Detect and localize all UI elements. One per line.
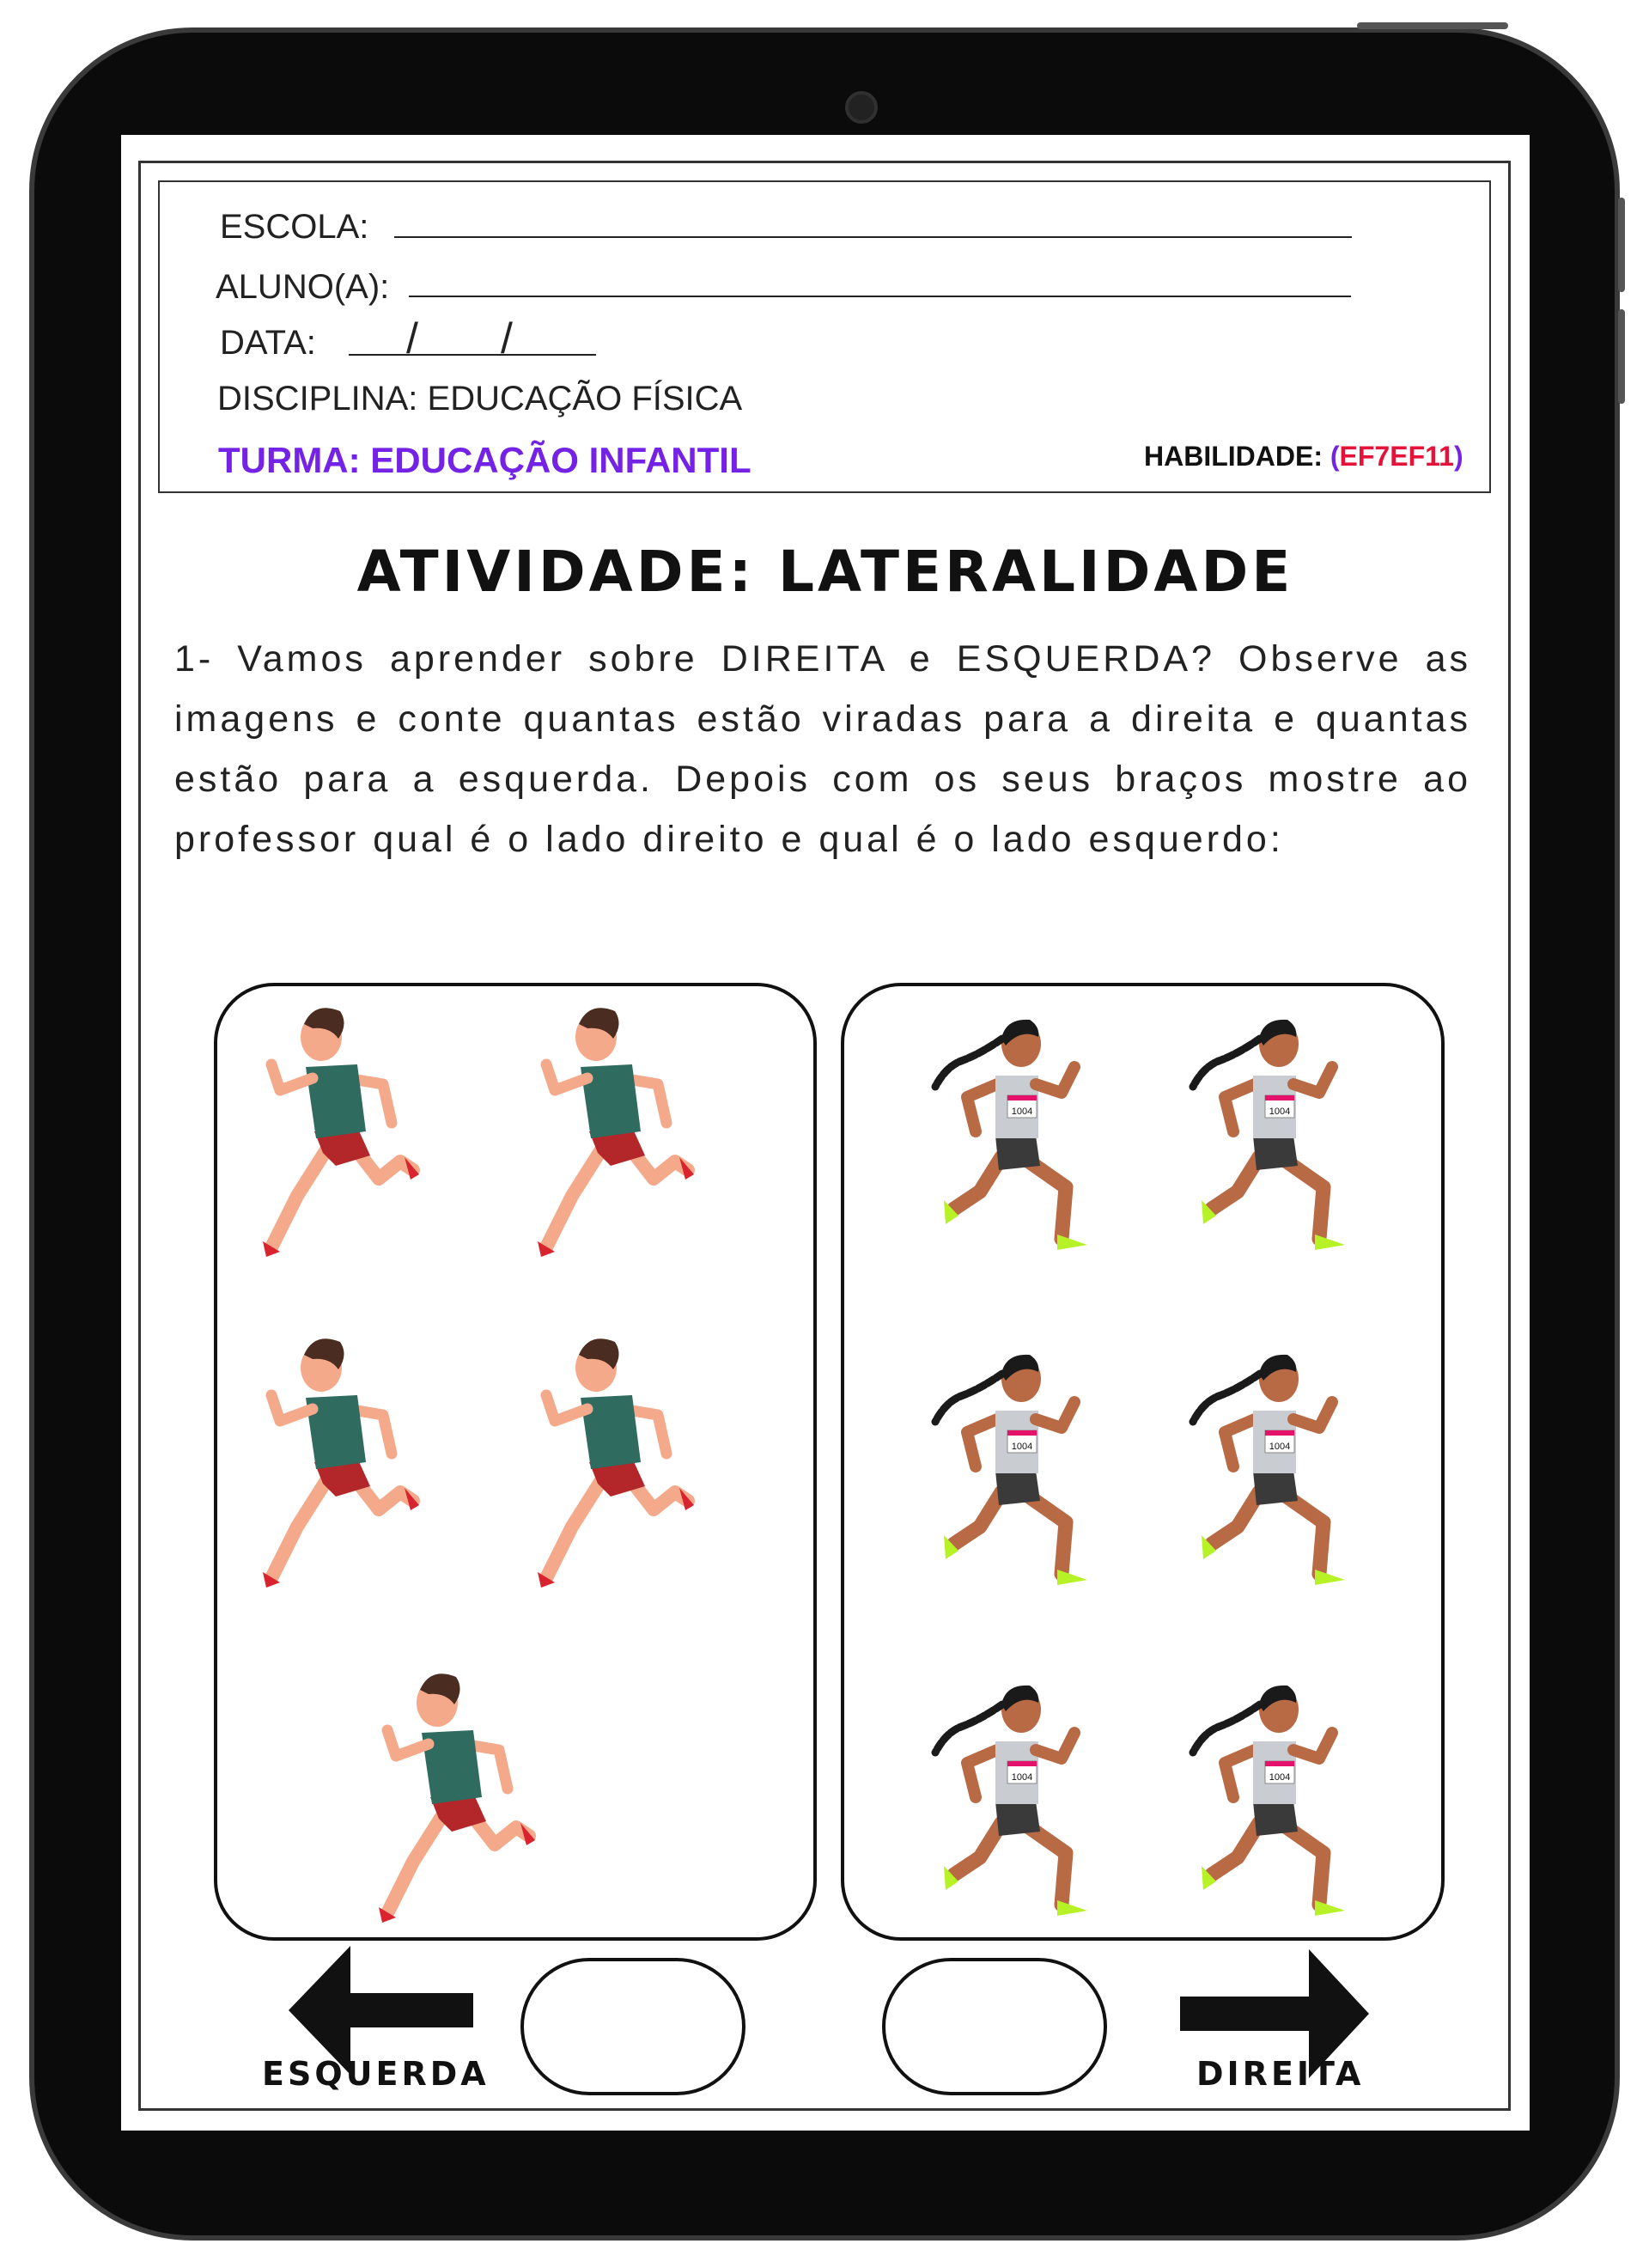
data-separator: / <box>501 314 513 363</box>
runner-girl-figure <box>1177 1660 1384 1943</box>
left-arrow-label: ESQUERDA <box>262 2055 490 2093</box>
escola-label: ESCOLA: <box>220 208 369 246</box>
right-arrow-label: DIREITA <box>1196 2055 1365 2093</box>
aluno-label: ALUNO(A): <box>216 268 390 306</box>
data-label: DATA: <box>220 324 316 362</box>
escola-field[interactable] <box>394 236 1352 238</box>
runner-girl-figure <box>1177 1329 1384 1613</box>
runner-girl-figure <box>920 1660 1126 1943</box>
tablet-side-button <box>1618 309 1625 404</box>
worksheet-screen <box>121 135 1530 2131</box>
tablet-side-button <box>1618 198 1625 292</box>
page-title: ATIVIDADE: LATERALIDADE <box>356 539 1294 605</box>
habilidade-label: HABILIDADE: <box>1144 441 1330 472</box>
habilidade-paren-open: ( <box>1330 441 1340 472</box>
habilidade-text <box>1144 441 1463 472</box>
runner-boy-figure <box>503 1316 709 1600</box>
runner-boy-figure <box>228 1316 435 1600</box>
tablet-top-button <box>1357 22 1508 29</box>
runner-girl-figure <box>920 1329 1126 1613</box>
aluno-field[interactable] <box>409 296 1351 297</box>
question-text: 1- Vamos aprender sobre DIREITA e ESQUERDA? Observe as imagens e conte quantas estão viradas para a direita e quantas estão para a esquerda. Depois com os seus braços mostre ao professor qual é o lado direito e qual é o lado esquerdo: <box>174 638 1471 860</box>
runner-boy-figure <box>228 985 435 1269</box>
disciplina-text: DISCIPLINA: EDUCAÇÃO FÍSICA <box>217 380 743 418</box>
runner-boy-figure <box>503 985 709 1269</box>
habilidade-paren-close: ) <box>1453 441 1463 472</box>
runner-boy-figure <box>344 1651 551 1935</box>
runner-girl-figure <box>920 994 1126 1277</box>
turma-text: TURMA: EDUCAÇÃO INFANTIL <box>218 440 751 480</box>
runner-girl-figure <box>1177 994 1384 1277</box>
right-answer-box[interactable] <box>882 1958 1107 2095</box>
camera-icon <box>845 91 878 124</box>
data-field[interactable] <box>349 354 596 356</box>
data-separator: / <box>406 314 418 363</box>
left-answer-box[interactable] <box>520 1958 745 2095</box>
habilidade-code: EF7EF11 <box>1339 441 1454 472</box>
